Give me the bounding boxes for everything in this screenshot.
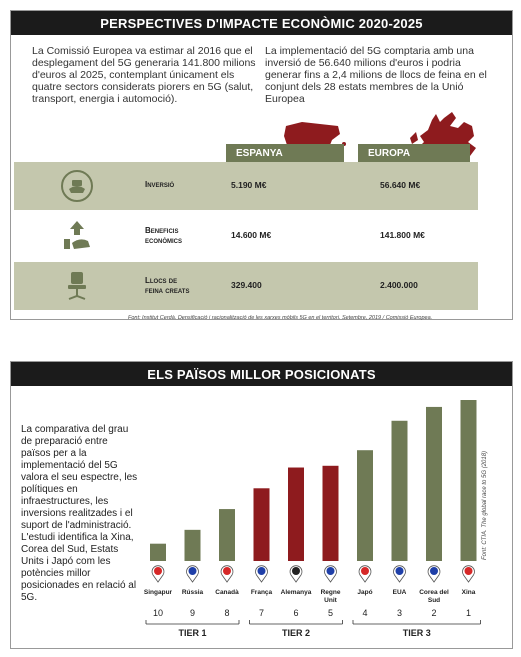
country-flag-icon (258, 567, 266, 575)
rank-label: 4 (362, 608, 368, 618)
country-label: França (250, 589, 273, 596)
chart-bar (185, 530, 201, 561)
country-label: Xina (461, 589, 476, 596)
country-label: Japó (357, 589, 373, 596)
row-label-line1: Llocs de (145, 276, 178, 285)
country-flag-icon (327, 567, 335, 575)
value-spain: 5.190 M€ (231, 180, 267, 190)
country-flag-icon (465, 567, 473, 575)
chart-bar (150, 544, 166, 561)
rank-label: 1 (465, 608, 472, 618)
chart-bar (357, 450, 373, 561)
tier-label: TIER 2 (281, 628, 311, 638)
country-flag-icon (154, 567, 162, 575)
rank-label: 3 (396, 608, 403, 618)
chart-bar (461, 400, 477, 561)
value-spain: 329.400 (231, 280, 262, 290)
rank-label: 6 (293, 608, 299, 618)
column-header-europe: EUROPA (358, 144, 470, 162)
tier-label: TIER 3 (402, 628, 431, 638)
countries-banner-title: ELS PAÏSOS MILLOR POSICIONATS (11, 362, 512, 386)
chart-bar (219, 509, 235, 561)
country-flag-icon (396, 567, 404, 575)
impact-source-note: Font: Institut Cerdà. Densificació i racionalització de les xarxes mòbils 5G en el territori. Setembre, 2019 / Comissió Europea. (128, 315, 433, 321)
chart-bar (254, 488, 270, 561)
country-label: Singapur (143, 589, 173, 596)
row-label-line2: econòmics (145, 236, 183, 245)
country-flag-icon (189, 567, 197, 575)
value-europe: 141.800 M€ (380, 230, 425, 240)
rank-label: 10 (152, 608, 164, 618)
country-flag-icon (223, 567, 231, 575)
countries-source-note: Font: CTIA. The global race to 5G (2018) (482, 450, 488, 560)
rank-label: 8 (224, 608, 230, 618)
column-header-spain: ESPANYA (226, 144, 344, 162)
country-flag-icon (361, 567, 369, 575)
chart-bar (288, 468, 304, 561)
chart-bar (392, 421, 408, 561)
rank-label: 9 (189, 608, 196, 618)
tier-label: TIER 1 (178, 628, 207, 638)
country-flag-icon (292, 567, 300, 575)
country-label: Rússia (181, 589, 204, 596)
rank-label: 7 (258, 608, 265, 618)
chart-bar (323, 466, 339, 561)
intro-right-text: La implementació del 5G comptaria amb una inversió de 56.640 milions d'euros i podria generar fins a 2,4 milions de llocs de feina en el conjunt dels 28 estats membres de la Unió Europea (265, 45, 487, 105)
country-label: Alemanya (280, 589, 312, 596)
value-spain: 14.600 M€ (231, 230, 272, 240)
country-label: Canadà (215, 589, 239, 596)
country-label: Sud (427, 597, 441, 604)
chart-bar (426, 407, 442, 561)
rank-label: 5 (327, 608, 334, 618)
country-label: Unit (324, 597, 337, 604)
countries-description: La comparativa del grau de preparació entre països per a la implementació del 5G valora el seu espectre, les polítiques en infraestructures, les inversions realitzades i el suport de l'administració. L'estudi identifica la Xina, Corea del Sud, Estats Units i Japó com les potències millor posicionades en relació al 5G. (21, 424, 138, 603)
value-europe: 56.640 M€ (380, 180, 421, 190)
impact-banner-title: PERSPECTIVES D'IMPACTE ECONÒMIC 2020-2025 (11, 11, 512, 35)
intro-left-text: La Comissió Europea va estimar al 2016 que el desplegament del 5G generaria 141.800 milions d'euros al 2025, contemplant únicament els quatre sectors considerats piorers en 5G (salut, transport, energia i automoció). (32, 45, 256, 105)
value-europe: 2.400.000 (380, 280, 418, 290)
row-label: Inversió (145, 180, 175, 189)
country-label: Corea del (419, 589, 449, 596)
country-flag-icon (430, 567, 438, 575)
country-label: Regne (320, 589, 341, 596)
country-label: EUA (392, 589, 407, 596)
row-label-line1: Beneficis (145, 226, 179, 235)
rank-label: 2 (431, 608, 437, 618)
row-label-line2: feina creats (145, 286, 190, 295)
